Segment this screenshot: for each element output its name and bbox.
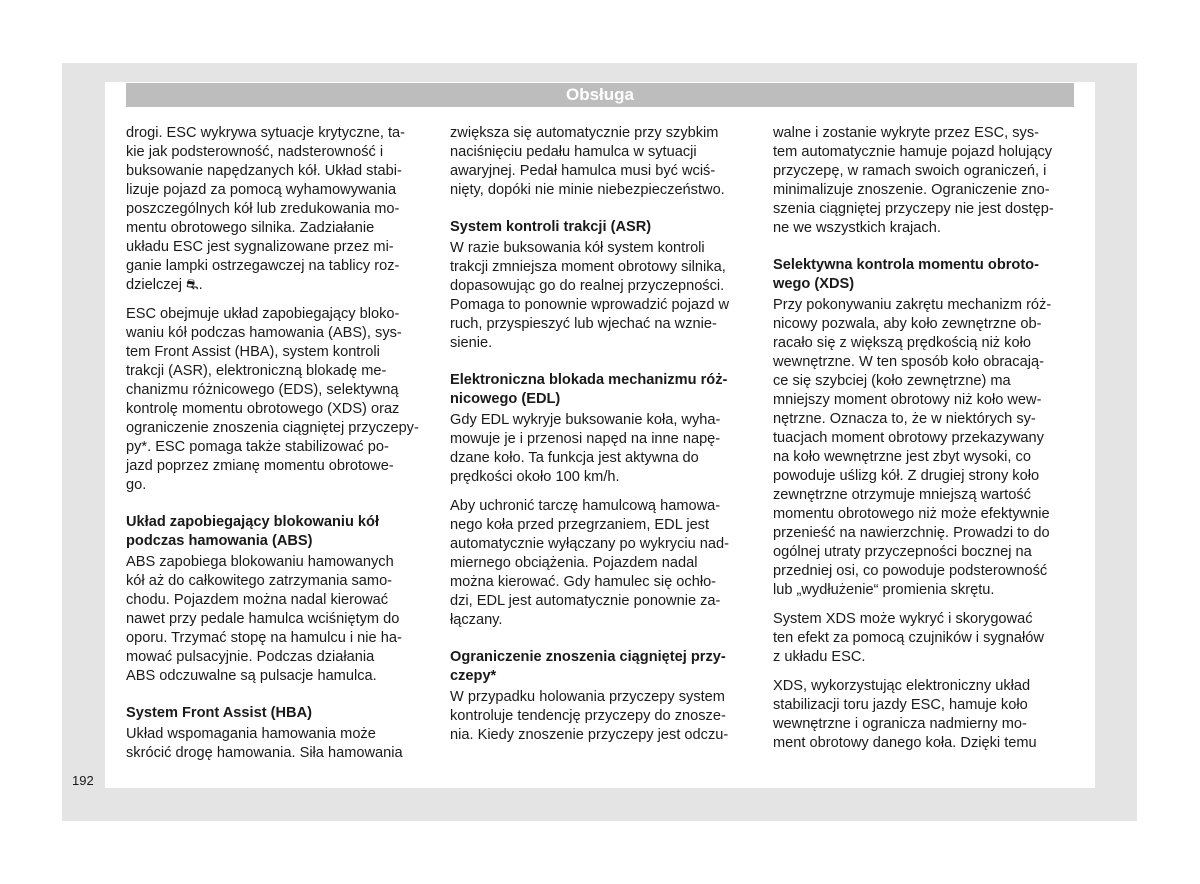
text-line: buksowanie napędzanych kół. Układ stabi- (126, 163, 402, 179)
text-line: trakcji (ASR), elektroniczną blokadę me- (126, 363, 387, 379)
text-line: ABS zapobiega blokowaniu hamowanych (126, 554, 394, 570)
text-line: wewnętrzne. W ten sposób koło obracają- (773, 354, 1044, 370)
text-line: oporu. Trzymać stopę na hamulcu i nie ha- (126, 630, 402, 646)
text-line: sienie. (450, 335, 493, 351)
text-line: racało się z większą prędkością niż koło (773, 335, 1031, 351)
text-line: z układu ESC. (773, 649, 866, 665)
text-line: walne i zostanie wykryte przez ESC, sys- (773, 125, 1040, 141)
text-line: tem Front Assist (HBA), system kontroli (126, 344, 380, 360)
text-line: lub „wydłużenie“ promienia skrętu. (773, 582, 995, 598)
subheading: nicowego (EDL) (450, 391, 561, 407)
subheading: czepy* (450, 668, 497, 684)
text-line: wewnętrzne i ogranicza nadmierny mo- (773, 716, 1027, 732)
text-line: kontroluje tendencję przyczepy do znosze- (450, 708, 726, 724)
text-line: tem automatycznie hamuje pojazd holujący (773, 144, 1053, 160)
subheading: System kontroli trakcji (ASR) (450, 219, 652, 235)
text-line: mentu obrotowego silnika. Zadziałanie (126, 220, 375, 236)
page-number: 192 (72, 773, 94, 788)
text-line: naciśnięciu pedału hamulca w sytuacji (450, 144, 697, 160)
text-line: drogi. ESC wykrywa sytuacje krytyczne, ta- (126, 125, 405, 141)
text-line: ganie lampki ostrzegawczej na tablicy roz- (126, 258, 400, 274)
text-line: układu ESC jest sygnalizowane przez mi- (126, 239, 394, 255)
text-line: ESC obejmuje układ zapobiegający bloko- (126, 306, 400, 322)
text-line: miernego obciążenia. Pojazdem nadal (450, 555, 698, 571)
text-line: py*. ESC pomaga także stabilizować po- (126, 439, 389, 455)
subheading: wego (XDS) (773, 276, 855, 292)
subheading: podczas hamowania (ABS) (126, 533, 313, 549)
text-line: kie jak podsterowność, nadsterowność i (126, 144, 384, 160)
text-column-3 (773, 124, 1073, 753)
text-line: go. (126, 477, 147, 493)
text-line: poszczególnych kół lub zredukowania mo- (126, 201, 400, 217)
text-line: minimalizuje znoszenie. Ograniczenie zno- (773, 182, 1050, 198)
text-line: Pomaga to ponownie wprowadzić pojazd w (450, 297, 730, 313)
text-line: zwiększa się automatycznie przy szybkim (450, 125, 719, 141)
text-line: XDS, wykorzystując elektroniczny układ (773, 678, 1031, 694)
text-line: kół aż do całkowitego zatrzymania samo- (126, 573, 393, 589)
text-line: przyczepę, w ramach swoich ograniczeń, i (773, 163, 1047, 179)
text-line: ten efekt za pomocą czujników i sygnałów (773, 630, 1044, 646)
text-line: powoduje uślizg kół. Z drugiej strony koło (773, 468, 1040, 484)
text-line: nia. Kiedy znoszenie przyczepy jest odczu- (450, 727, 729, 743)
subheading: Selektywna kontrola momentu obroto- (773, 257, 1039, 273)
text-line: jazd poprzez zmianę momentu obrotowe- (126, 458, 394, 474)
text-line: ce się szybciej (koło zewnętrzne) ma (773, 373, 1011, 389)
section-header-bar (126, 83, 1074, 107)
text-line: ruch, przyspieszyć lub wjechać na wznie- (450, 316, 717, 332)
text-line: nawet przy pedale hamulca wciśniętym do (126, 611, 400, 627)
text-line: ograniczenie znoszenia ciągniętej przyczepy- (126, 420, 419, 436)
text-line: Układ wspomagania hamowania może (126, 726, 376, 742)
text-line: stabilizacji toru jazdy ESC, hamuje koło (773, 697, 1028, 713)
text-line: mniejszy moment obrotowy niż koło wew- (773, 392, 1042, 408)
text-line: lizuje pojazd za pomocą wyhamowywania (126, 182, 397, 198)
text-line: dzielczej ⛐. (126, 277, 203, 293)
text-line: mowuje je i przenosi napęd na inne napę- (450, 431, 721, 447)
text-line: trakcji zmniejsza moment obrotowy silnika, (450, 259, 726, 275)
text-line: nicowy pozwala, aby koło zewnętrzne ob- (773, 316, 1042, 332)
text-column-1 (126, 124, 424, 763)
text-line: nego koła przed przegrzaniem, EDL jest (450, 517, 710, 533)
text-line: ment obrotowy danego koła. Dzięki temu (773, 735, 1037, 751)
text-line: dopasowując go do realnej przyczepności. (450, 278, 725, 294)
text-line: prędkości około 100 km/h. (450, 469, 620, 485)
text-line: automatycznie wyłączany po wykryciu nad- (450, 536, 730, 552)
text-line: szenia ciągniętej przyczepy nie jest dostęp- (773, 201, 1054, 217)
text-line: przedniej osi, co powoduje podsterowność (773, 563, 1048, 579)
text-line: przenieść na nawierzchnię. Prowadzi to do (773, 525, 1050, 541)
subheading: Ograniczenie znoszenia ciągniętej przy- (450, 649, 726, 665)
text-line: W razie buksowania kół system kontroli (450, 240, 705, 256)
subheading: Układ zapobiegający blokowaniu kół (126, 514, 380, 530)
text-line: Przy pokonywaniu zakrętu mechanizm róż- (773, 297, 1052, 313)
text-line: chanizmu różnicowego (EDS), selektywną (126, 382, 399, 398)
text-line: nięty, dopóki nie minie niebezpieczeństwo. (450, 182, 725, 198)
text-line: kontrolę momentu obrotowego (XDS) oraz (126, 401, 400, 417)
text-line: momentu obrotowego niż może efektywnie (773, 506, 1050, 522)
text-line: waniu kół podczas hamowania (ABS), sys- (126, 325, 402, 341)
subheading: System Front Assist (HBA) (126, 705, 312, 721)
text-line: Gdy EDL wykryje buksowanie koła, wyha- (450, 412, 721, 428)
section-title: Obsługa (565, 85, 634, 104)
subheading: Elektroniczna blokada mechanizmu róż- (450, 372, 728, 388)
text-line: dzane koło. Ta funkcja jest aktywna do (450, 450, 699, 466)
text-line: mować pulsacyjnie. Podczas działania (126, 649, 375, 665)
text-line: można kierować. Gdy hamulec się ochło- (450, 574, 717, 590)
text-line: ABS odczuwalne są pulsacje hamulca. (126, 668, 377, 684)
text-line: ogólnej utraty przyczepności bocznej na (773, 544, 1032, 560)
text-line: dzi, EDL jest automatycznie ponownie za- (450, 593, 721, 609)
text-line: W przypadku holowania przyczepy system (450, 689, 725, 705)
text-line: łączany. (450, 612, 503, 628)
text-line: chodu. Pojazdem można nadal kierować (126, 592, 389, 608)
text-line: ne we wszystkich krajach. (773, 220, 941, 236)
text-line: nętrzne. Oznacza to, że w niektórych sy- (773, 411, 1036, 427)
text-line: awaryjnej. Pedał hamulca musi być wciś- (450, 163, 716, 179)
text-line: zewnętrzne otrzymuje mniejszą wartość (773, 487, 1031, 503)
text-line: System XDS może wykryć i skorygować (773, 611, 1033, 627)
text-line: skrócić drogę hamowania. Siła hamowania (126, 745, 403, 761)
text-column-2 (450, 124, 750, 745)
text-line: Aby uchronić tarczę hamulcową hamowa- (450, 498, 721, 514)
text-line: na koło wewnętrzne jest zbyt wysoki, co (773, 449, 1031, 465)
text-line: tuacjach moment obrotowy przekazywany (773, 430, 1044, 446)
